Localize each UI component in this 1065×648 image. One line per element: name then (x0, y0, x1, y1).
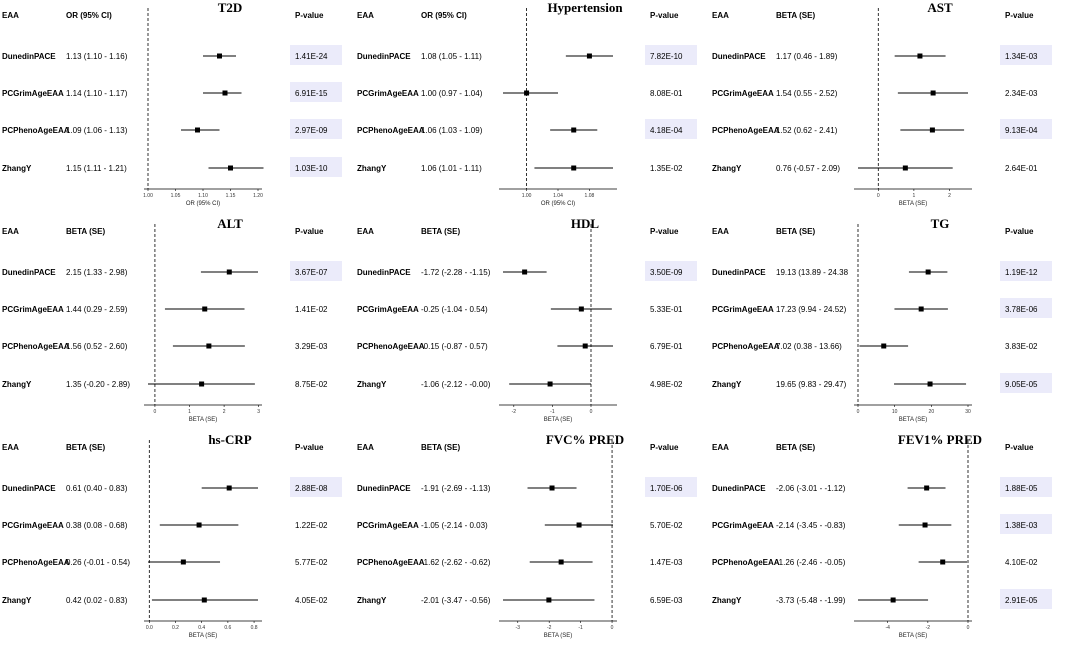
row-label: DunedinPACE (2, 268, 56, 277)
x-tick-label: 10 (891, 409, 898, 415)
forest-panel-fev1-pred (710, 432, 1065, 648)
pvalue-text: 2.64E-01 (1005, 164, 1038, 173)
forest-svg (0, 0, 355, 216)
pvalue-header: P-value (1005, 443, 1034, 452)
x-tick-label: 1.15 (225, 193, 236, 199)
estimate-text: 0.42 (0.02 - 0.83) (66, 596, 128, 605)
forest-svg (710, 432, 1065, 648)
pvalue-text: 1.22E-02 (295, 521, 328, 530)
x-tick-label: -1 (578, 625, 583, 631)
x-tick-label: 0.6 (224, 625, 232, 631)
pvalue-text: 2.34E-03 (1005, 89, 1038, 98)
x-axis-label: BETA (SE) (188, 633, 218, 639)
point-estimate (571, 166, 576, 171)
pvalue-header: P-value (650, 11, 679, 20)
estimate-text: 1.14 (1.10 - 1.17) (66, 89, 128, 98)
x-tick-label: 1.10 (198, 193, 208, 199)
x-tick-label: 1.00 (143, 193, 153, 199)
pvalue-text: 6.59E-03 (650, 596, 683, 605)
x-tick-label: 2 (948, 193, 951, 199)
x-tick-label: 0 (966, 625, 970, 631)
estimate-text: -0.25 (-1.04 - 0.54) (421, 305, 488, 314)
eaa-header: EAA (712, 11, 729, 20)
estimate-text: -1.05 (-2.14 - 0.03) (421, 521, 488, 530)
x-axis-label: BETA (SE) (543, 417, 573, 423)
panel-title: hs-CRP (208, 432, 252, 447)
point-estimate (924, 486, 929, 491)
x-axis-label: BETA (SE) (188, 417, 218, 423)
row-label: DunedinPACE (2, 484, 56, 493)
forest-svg (355, 216, 710, 432)
x-tick-label: 30 (965, 409, 971, 415)
pvalue-text: 1.88E-05 (1005, 484, 1038, 493)
x-tick-label: 0 (876, 193, 880, 199)
estimate-text: 19.65 (9.83 - 29.47) (776, 380, 847, 389)
panel-title: Hypertension (547, 0, 623, 15)
point-estimate (577, 523, 582, 528)
row-label: ZhangY (357, 164, 387, 173)
pvalue-header: P-value (295, 443, 324, 452)
pvalue-text: 7.82E-10 (650, 52, 683, 61)
panel-title: FEV1% PRED (897, 432, 983, 447)
estimate-text: -1.72 (-2.28 - -1.15) (421, 268, 491, 277)
point-estimate (903, 166, 908, 171)
pvalue-text: 3.50E-09 (650, 268, 683, 277)
row-label: PCPhenoAgeEAA (2, 126, 70, 135)
row-label: PCGrimAgeEAA (2, 89, 64, 98)
x-tick-label: 20 (928, 409, 935, 415)
x-tick-label: 1 (912, 193, 916, 199)
estimate-text: -1.26 (-2.46 - -0.05) (776, 558, 846, 567)
row-label: DunedinPACE (712, 268, 766, 277)
point-estimate (227, 270, 232, 275)
estimate-text: 1.17 (0.46 - 1.89) (776, 52, 838, 61)
pvalue-text: 2.88E-08 (295, 484, 328, 493)
x-tick-label: 0 (610, 625, 614, 631)
point-estimate (919, 307, 924, 312)
estimate-text: 0.26 (-0.01 - 0.54) (66, 558, 131, 567)
row-label: PCGrimAgeEAA (357, 521, 419, 530)
eaa-header: EAA (357, 11, 374, 20)
point-estimate (228, 166, 233, 171)
eaa-header: EAA (357, 443, 374, 452)
estimate-text: 1.44 (0.29 - 2.59) (66, 305, 128, 314)
estimate-text: -0.15 (-0.87 - 0.57) (421, 342, 488, 351)
estimate-text: 1.06 (1.03 - 1.09) (421, 126, 483, 135)
point-estimate (550, 486, 555, 491)
point-estimate (891, 598, 896, 603)
row-label: PCPhenoAgeEAA (2, 558, 70, 567)
pvalue-header: P-value (650, 443, 679, 452)
point-estimate (522, 270, 527, 275)
point-estimate (548, 382, 553, 387)
pvalue-text: 3.29E-03 (295, 342, 328, 351)
x-tick-label: -4 (885, 625, 890, 631)
x-tick-label: -2 (925, 625, 931, 631)
x-axis-label: OR (95% CI) (185, 201, 221, 207)
row-label: DunedinPACE (712, 52, 766, 61)
pvalue-text: 8.75E-02 (295, 380, 328, 389)
pvalue-text: 3.78E-06 (1005, 305, 1038, 314)
panel-title: FVC% PRED (545, 432, 625, 447)
forest-svg (0, 432, 355, 648)
pvalue-text: 6.79E-01 (650, 342, 683, 351)
x-tick-label: 3 (257, 409, 261, 415)
point-estimate (195, 128, 200, 133)
point-estimate (202, 307, 207, 312)
x-tick-label: 1.04 (553, 193, 563, 199)
pvalue-header: P-value (1005, 11, 1034, 20)
estimate-text: 1.35 (-0.20 - 2.89) (66, 380, 131, 389)
pvalue-header: P-value (295, 227, 324, 236)
estimate-text: -2.14 (-3.45 - -0.83) (776, 521, 846, 530)
row-label: DunedinPACE (2, 52, 56, 61)
row-label: PCPhenoAgeEAA (357, 126, 425, 135)
estimate-header: BETA (SE) (776, 227, 816, 236)
estimate-text: 1.15 (1.11 - 1.21) (66, 164, 127, 173)
point-estimate (202, 598, 207, 603)
point-estimate (559, 560, 564, 565)
pvalue-text: 1.38E-03 (1005, 521, 1038, 530)
row-label: PCGrimAgeEAA (712, 521, 774, 530)
pvalue-header: P-value (1005, 227, 1034, 236)
pvalue-text: 4.18E-04 (650, 126, 683, 135)
point-estimate (928, 382, 933, 387)
x-tick-label: 0.8 (250, 625, 258, 631)
x-tick-label: 1.00 (521, 193, 532, 199)
estimate-text: 1.09 (1.06 - 1.13) (66, 126, 128, 135)
eaa-header: EAA (2, 227, 19, 236)
forest-svg (0, 216, 355, 432)
point-estimate (931, 91, 936, 96)
forest-svg (355, 432, 710, 648)
row-label: ZhangY (712, 380, 742, 389)
row-label: ZhangY (357, 596, 387, 605)
point-estimate (923, 523, 928, 528)
row-label: PCGrimAgeEAA (2, 305, 64, 314)
point-estimate (223, 91, 228, 96)
point-estimate (197, 523, 202, 528)
row-label: PCPhenoAgeEAA (712, 558, 780, 567)
forest-panel-alt (0, 216, 355, 432)
estimate-text: -3.73 (-5.48 - -1.99) (776, 596, 846, 605)
estimate-text: -2.06 (-3.01 - -1.12) (776, 484, 846, 493)
pvalue-text: 1.41E-24 (295, 52, 328, 61)
forest-panel-hs-crp (0, 432, 355, 648)
x-tick-label: -2 (546, 625, 552, 631)
estimate-header: BETA (SE) (66, 227, 106, 236)
eaa-header: EAA (2, 11, 19, 20)
point-estimate (917, 54, 922, 59)
point-estimate (199, 382, 204, 387)
x-tick-label: 1.05 (170, 193, 181, 199)
pvalue-text: 5.33E-01 (650, 305, 683, 314)
row-label: PCGrimAgeEAA (357, 305, 419, 314)
eaa-header: EAA (2, 443, 19, 452)
row-label: PCGrimAgeEAA (357, 89, 419, 98)
estimate-text: 0.61 (0.40 - 0.83) (66, 484, 128, 493)
row-label: PCPhenoAgeEAA (712, 342, 780, 351)
row-label: ZhangY (712, 164, 742, 173)
forest-panel-tg (710, 216, 1065, 432)
pvalue-header: P-value (295, 11, 324, 20)
row-label: PCPhenoAgeEAA (712, 126, 780, 135)
estimate-text: -1.06 (-2.12 - -0.00) (421, 380, 491, 389)
panel-title: ALT (217, 216, 243, 231)
row-label: DunedinPACE (357, 484, 411, 493)
panel-title: TG (930, 216, 950, 231)
forest-panel-t2d (0, 0, 355, 216)
estimate-text: 1.13 (1.10 - 1.16) (66, 52, 128, 61)
estimate-text: 1.56 (0.52 - 2.60) (66, 342, 128, 351)
pvalue-text: 3.67E-07 (295, 268, 328, 277)
pvalue-text: 1.70E-06 (650, 484, 683, 493)
row-label: PCPhenoAgeEAA (2, 342, 70, 351)
panel-title: T2D (217, 0, 243, 15)
x-tick-label: 0.4 (198, 625, 206, 631)
pvalue-header: P-value (650, 227, 679, 236)
estimate-header: OR (95% CI) (421, 11, 467, 20)
estimate-text: -1.62 (-2.62 - -0.62) (421, 558, 491, 567)
x-axis-label: OR (95% CI) (540, 201, 576, 207)
row-label: PCGrimAgeEAA (712, 305, 774, 314)
point-estimate (579, 307, 584, 312)
pvalue-text: 9.05E-05 (1005, 380, 1038, 389)
pvalue-text: 1.41E-02 (295, 305, 328, 314)
estimate-text: 1.06 (1.01 - 1.11) (421, 164, 482, 173)
point-estimate (571, 128, 576, 133)
point-estimate (181, 560, 186, 565)
estimate-text: 2.15 (1.33 - 2.98) (66, 268, 128, 277)
forest-svg (710, 216, 1065, 432)
estimate-text: 1.00 (0.97 - 1.04) (421, 89, 483, 98)
point-estimate (583, 344, 588, 349)
pvalue-text: 9.13E-04 (1005, 126, 1038, 135)
row-label: ZhangY (357, 380, 387, 389)
estimate-text: -1.91 (-2.69 - -1.13) (421, 484, 491, 493)
x-axis-label: BETA (SE) (898, 633, 928, 639)
row-label: PCGrimAgeEAA (2, 521, 64, 530)
point-estimate (926, 270, 931, 275)
eaa-header: EAA (712, 443, 729, 452)
pvalue-text: 2.97E-09 (295, 126, 328, 135)
estimate-header: OR (95% CI) (66, 11, 112, 20)
x-tick-label: 0 (589, 409, 593, 415)
x-axis-label: BETA (SE) (898, 201, 928, 207)
estimate-text: 1.08 (1.05 - 1.11) (421, 52, 482, 61)
row-label: DunedinPACE (712, 484, 766, 493)
pvalue-text: 2.91E-05 (1005, 596, 1038, 605)
forest-svg (355, 0, 710, 216)
pvalue-text: 1.47E-03 (650, 558, 683, 567)
row-label: ZhangY (2, 380, 32, 389)
forest-panel-hdl (355, 216, 710, 432)
row-label: DunedinPACE (357, 268, 411, 277)
forest-panel-fvc-pred (355, 432, 710, 648)
panel-title: AST (927, 0, 953, 15)
estimate-text: 1.52 (0.62 - 2.41) (776, 126, 838, 135)
pvalue-text: 1.03E-10 (295, 164, 328, 173)
forest-panel-ast (710, 0, 1065, 216)
x-tick-label: 1.08 (584, 193, 595, 199)
point-estimate (940, 560, 945, 565)
x-tick-label: 0 (856, 409, 860, 415)
pvalue-text: 3.83E-02 (1005, 342, 1038, 351)
point-estimate (217, 54, 222, 59)
estimate-text: 0.76 (-0.57 - 2.09) (776, 164, 841, 173)
x-tick-label: 1.20 (253, 193, 263, 199)
pvalue-text: 1.19E-12 (1005, 268, 1038, 277)
eaa-header: EAA (357, 227, 374, 236)
x-axis-label: BETA (SE) (543, 633, 573, 639)
x-tick-label: 1 (188, 409, 191, 415)
x-tick-label: 2 (222, 409, 226, 415)
pvalue-text: 1.35E-02 (650, 164, 683, 173)
estimate-text: 0.38 (0.08 - 0.68) (66, 521, 128, 530)
estimate-header: BETA (SE) (421, 227, 461, 236)
x-tick-label: -2 (511, 409, 517, 415)
row-label: PCPhenoAgeEAA (357, 342, 425, 351)
pvalue-text: 5.70E-02 (650, 521, 683, 530)
x-tick-label: 0 (153, 409, 157, 415)
row-label: ZhangY (2, 596, 32, 605)
row-label: ZhangY (2, 164, 32, 173)
x-tick-label: -3 (515, 625, 520, 631)
point-estimate (930, 128, 935, 133)
estimate-header: BETA (SE) (421, 443, 461, 452)
estimate-text: 19.13 (13.89 - 24.38 (776, 268, 849, 277)
pvalue-text: 5.77E-02 (295, 558, 328, 567)
estimate-header: BETA (SE) (776, 11, 816, 20)
pvalue-text: 4.05E-02 (295, 596, 328, 605)
row-label: PCPhenoAgeEAA (357, 558, 425, 567)
forest-panel-hypertension (355, 0, 710, 216)
pvalue-text: 6.91E-15 (295, 89, 328, 98)
point-estimate (206, 344, 211, 349)
row-label: DunedinPACE (357, 52, 411, 61)
x-axis-label: BETA (SE) (898, 417, 928, 423)
eaa-header: EAA (712, 227, 729, 236)
pvalue-text: 4.98E-02 (650, 380, 683, 389)
point-estimate (587, 54, 592, 59)
estimate-text: 17.23 (9.94 - 24.52) (776, 305, 847, 314)
row-label: PCGrimAgeEAA (712, 89, 774, 98)
forest-svg (710, 0, 1065, 216)
x-tick-label: 0.0 (145, 625, 153, 631)
estimate-text: 1.54 (0.55 - 2.52) (776, 89, 838, 98)
estimate-header: BETA (SE) (776, 443, 816, 452)
panel-title: HDL (570, 216, 600, 231)
estimate-text: -2.01 (-3.47 - -0.56) (421, 596, 491, 605)
estimate-text: 7.02 (0.38 - 13.66) (776, 342, 842, 351)
pvalue-text: 1.34E-03 (1005, 52, 1038, 61)
point-estimate (524, 91, 529, 96)
point-estimate (881, 344, 886, 349)
point-estimate (227, 486, 232, 491)
pvalue-text: 4.10E-02 (1005, 558, 1038, 567)
pvalue-text: 8.08E-01 (650, 89, 683, 98)
point-estimate (546, 598, 551, 603)
row-label: ZhangY (712, 596, 742, 605)
x-tick-label: -1 (550, 409, 555, 415)
x-tick-label: 0.2 (172, 625, 179, 631)
estimate-header: BETA (SE) (66, 443, 106, 452)
